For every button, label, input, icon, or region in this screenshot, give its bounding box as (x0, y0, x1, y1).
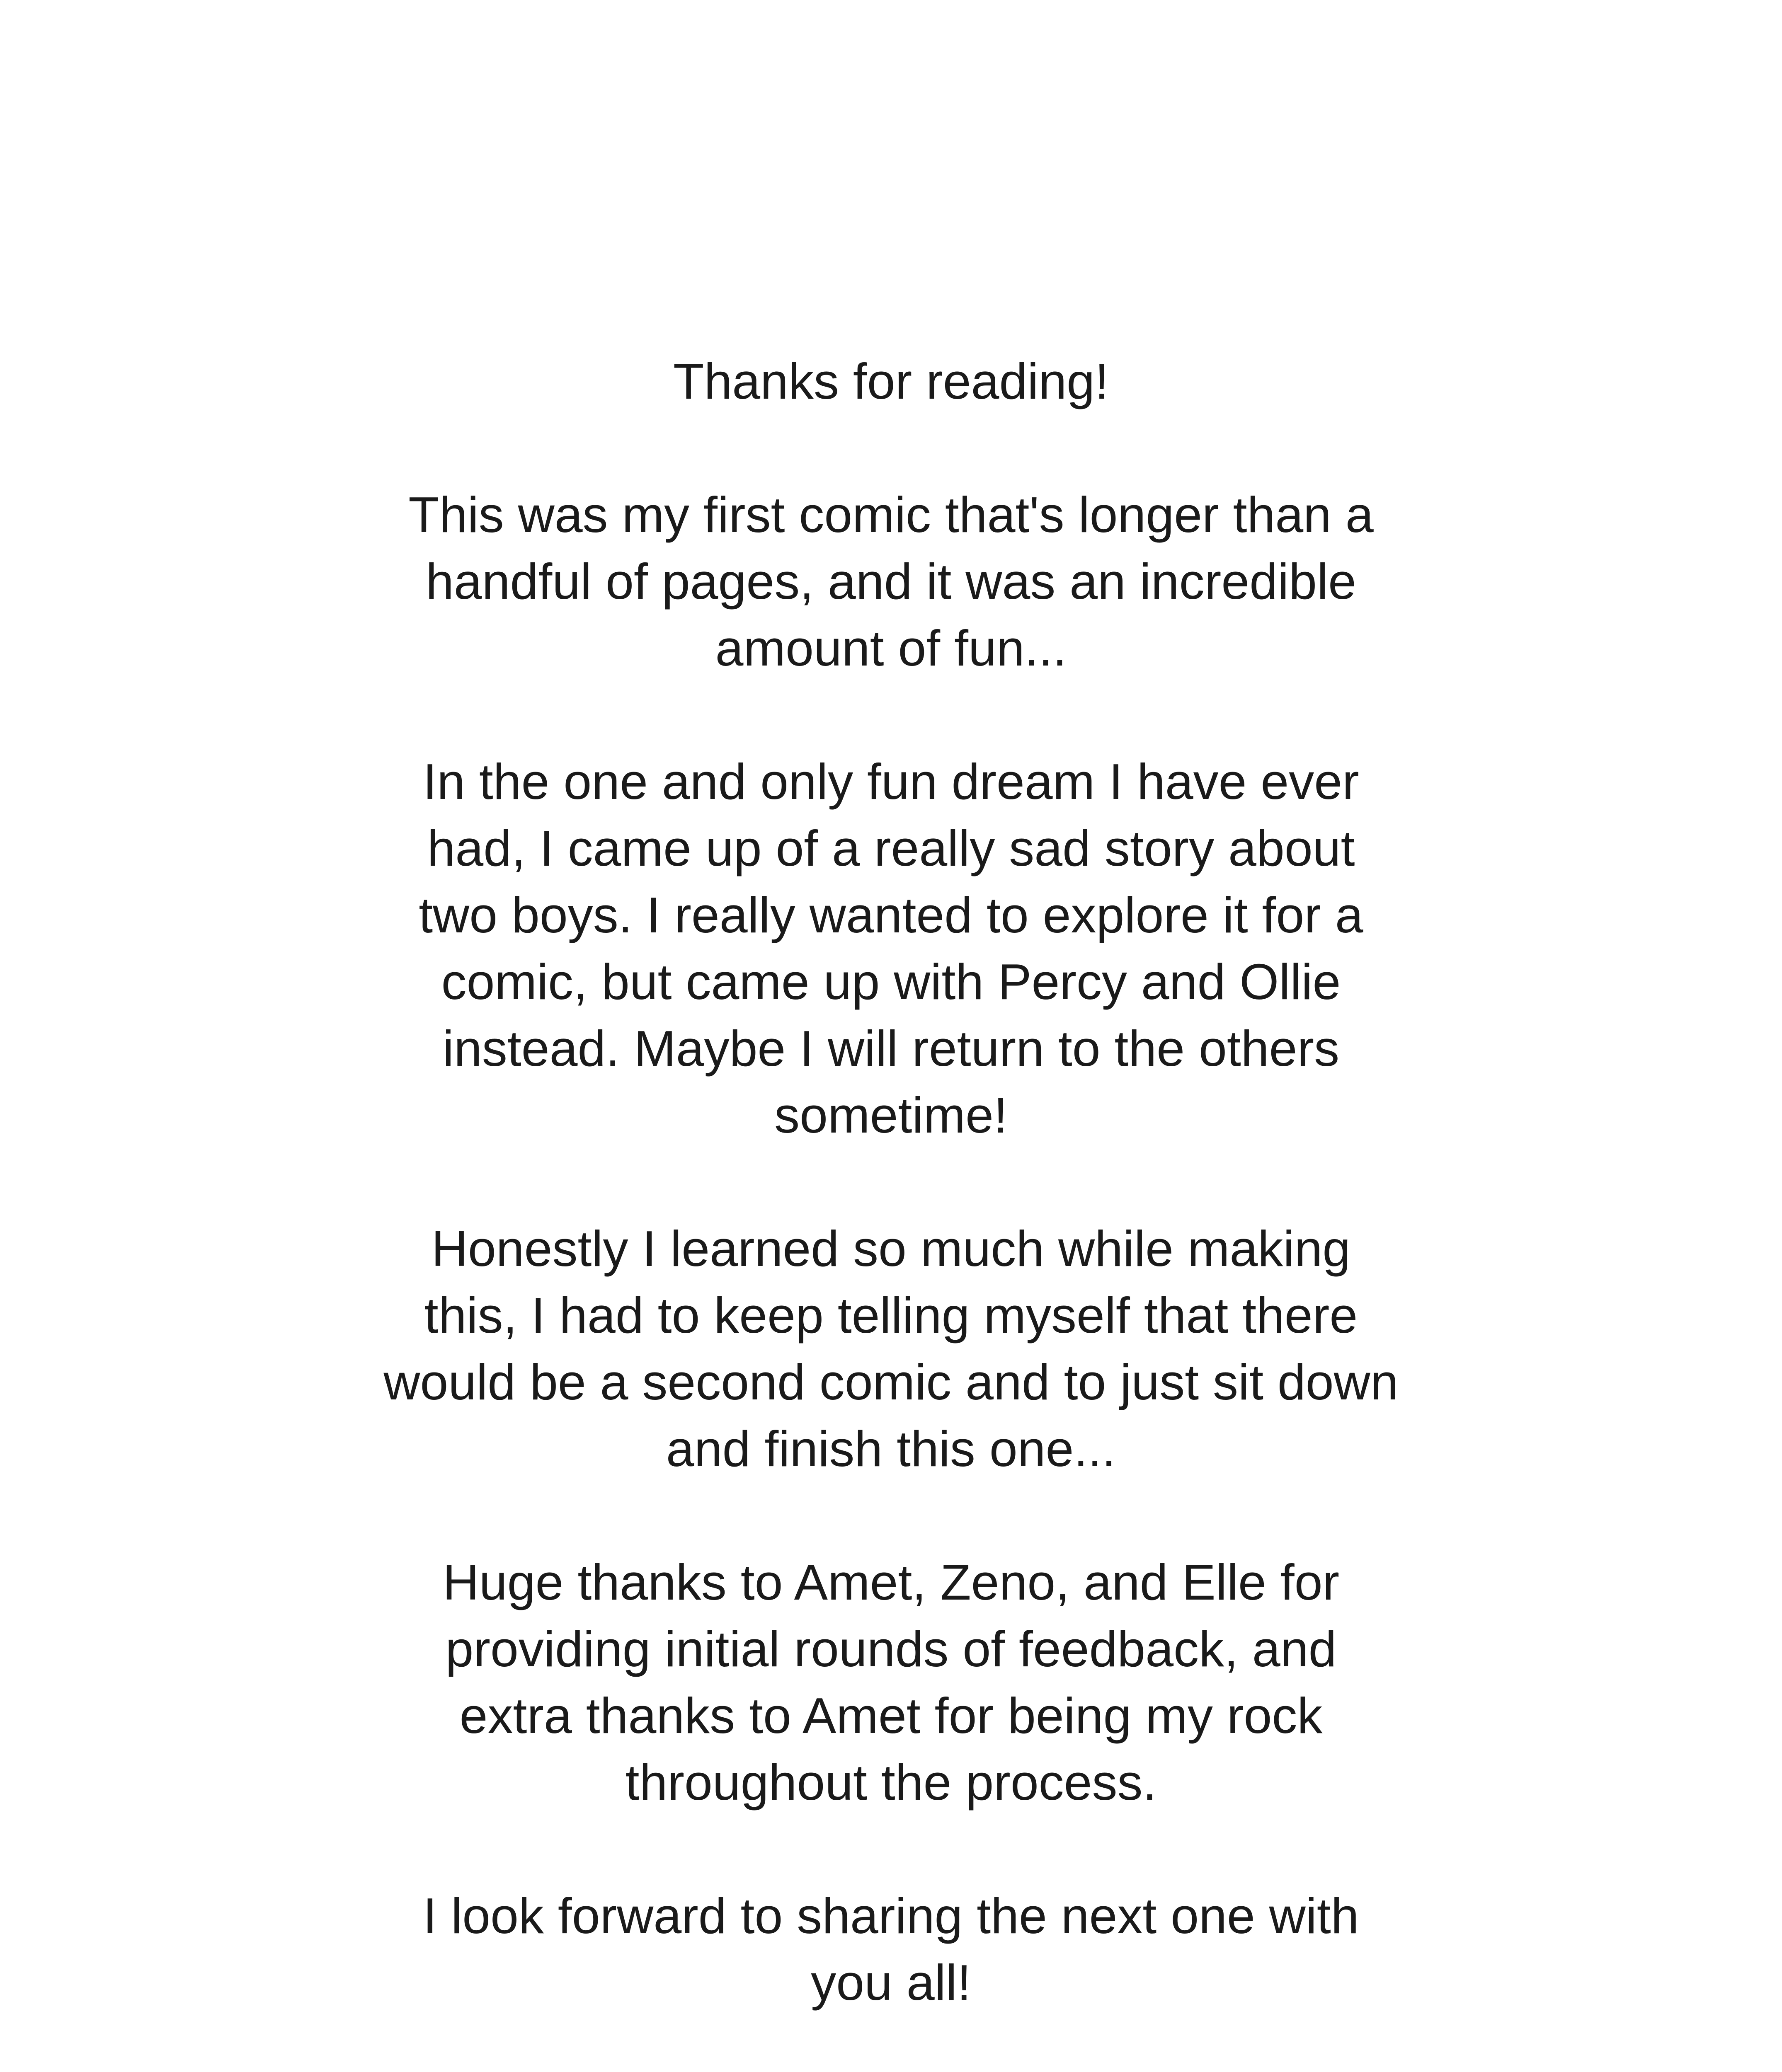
text-line: this, I had to keep telling myself that there (424, 1287, 1358, 1343)
text-line: comic, but came up with Percy and Ollie (441, 954, 1341, 1010)
afterword-note (0, 348, 1782, 2072)
paragraph-thanks (0, 348, 1782, 415)
paragraph-first-comic (0, 482, 1782, 682)
paragraph-dream (0, 748, 1782, 1149)
text-line: and finish this one... (666, 1421, 1116, 1477)
text-line: providing initial rounds of feedback, and (445, 1621, 1337, 1677)
text-line: had, I came up of a really sad story about (427, 820, 1355, 876)
paragraph-next-one (0, 1883, 1782, 2016)
text-line: In the one and only fun dream I have ever (423, 753, 1359, 810)
text-line: This was my first comic that's longer than a (408, 487, 1374, 543)
text-line: extra thanks to Amet for being my rock (459, 1687, 1323, 1744)
text-line: amount of fun... (715, 620, 1067, 676)
text-line: would be a second comic and to just sit down (383, 1354, 1399, 1410)
text-line: Huge thanks to Amet, Zeno, and Elle for (442, 1554, 1340, 1610)
paragraph-acknowledgements (0, 1549, 1782, 1816)
paragraph-learned (0, 1215, 1782, 1482)
text-line: Honestly I learned so much while making (431, 1220, 1351, 1277)
text-line: two boys. I really wanted to explore it for a (419, 887, 1363, 943)
text-line: sometime! (774, 1087, 1008, 1143)
text-line: I look forward to sharing the next one with (423, 1888, 1359, 1944)
text-line: handful of pages, and it was an incredible (426, 553, 1356, 610)
text-line: instead. Maybe I will return to the others (442, 1020, 1340, 1077)
text-line: throughout the process. (625, 1754, 1157, 1811)
text-line: Thanks for reading! (673, 353, 1109, 409)
text-line: you all! (811, 1954, 971, 2011)
